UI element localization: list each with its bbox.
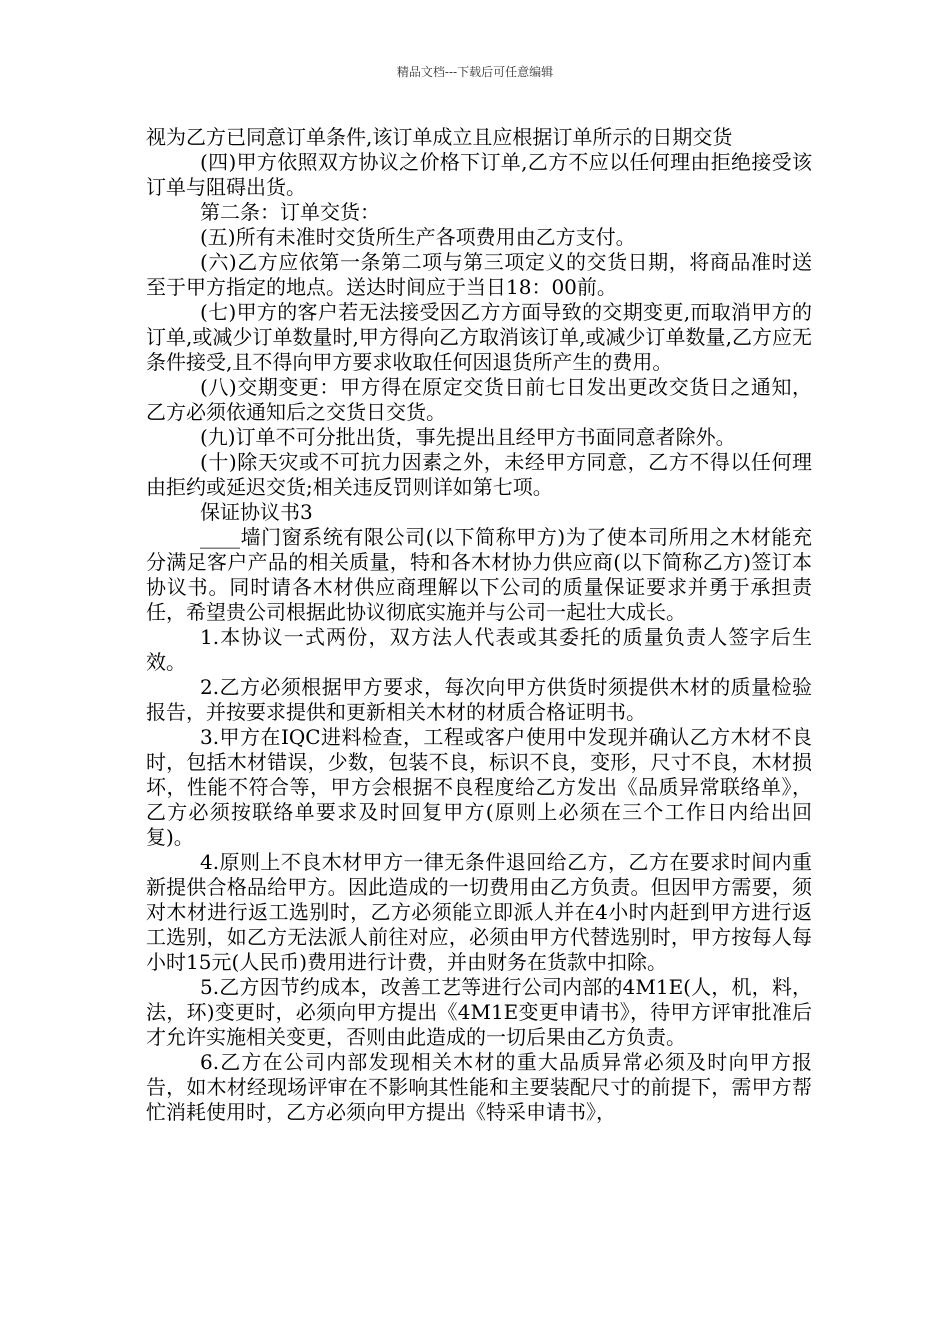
paragraph: (七)甲方的客户若无法接受因乙方方面导致的交期变更,而取消甲方的订单,或减少订单数量时,甲方得向乙方取消该订单,或减少订单数量,乙方应无条件接受,且不得向甲方要求收取任何因退货所产生的费用。	[146, 300, 812, 374]
paragraph: (十)除天灾或不可抗力因素之外，未经甲方同意，乙方不得以任何理由拒约或延迟交货;相关违反罚则详如第七项。	[146, 450, 812, 499]
clause-item: 3.甲方在IQC进料检查，工程或客户使用中发现并确认乙方木材不良时，包括木材错误，少数，包装不良，标识不良，变形，尺寸不良，木材损坏，性能不符合等，甲方会根据不良程度给乙方发出《品质异常联络单》，乙方必须按联络单要求及时回复甲方(原则上必须在三个工作日内给出回复)。	[146, 725, 812, 849]
clause-item: 1.本协议一式两份，双方法人代表或其委托的质量负责人签字后生效。	[146, 625, 812, 674]
clause-item: 5.乙方因节约成本，改善工艺等进行公司内部的4M1E(人，机，料，法，环)变更时，必须向甲方提出《4M1E变更申请书》，待甲方评审批准后才允许实施相关变更，否则由此造成的一切后果由乙方负责。	[146, 975, 812, 1049]
clause-item: 2.乙方必须根据甲方要求，每次向甲方供货时须提供木材的质量检验报告，并按要求提供和更新相关木材的材质合格证明书。	[146, 675, 812, 724]
clause-item: 4.原则上不良木材甲方一律无条件退回给乙方，乙方在要求时间内重新提供合格品给甲方。因此造成的一切费用由乙方负责。但因甲方需要，须对木材进行返工选别时，乙方必须能立即派人并在4小时内赶到甲方进行返工选别，如乙方无法派人前往对应，必须由甲方代替选别时，甲方按每人每小时15元(人民币)费用进行计费，并由财务在货款中扣除。	[146, 850, 812, 974]
document-title: 保证协议书3	[200, 500, 313, 524]
clause-item: 6.乙方在公司内部发现相关木材的重大品质异常必须及时向甲方报告，如木材经现场评审在不影响其性能和主要装配尺寸的前提下，需甲方帮忙消耗使用时，乙方必须向甲方提出《特采申请书》，	[146, 1050, 812, 1124]
paragraph: (八)交期变更：甲方得在原定交货日前七日发出更改交货日之通知，乙方必须依通知后之交货日交货。	[146, 375, 812, 424]
paragraph: (四)甲方依照双方协议之价格下订单,乙方不应以任何理由拒绝接受该订单与阻碍出货。	[146, 150, 812, 199]
paragraph: 视为乙方已同意订单条件,该订单成立且应根据订单所示的日期交货	[146, 125, 733, 149]
document-body	[146, 125, 812, 1125]
paragraph: (六)乙方应依第一条第二项与第三项定义的交货日期，将商品准时送至于甲方指定的地点。送达时间应于当日18：00前。	[146, 250, 812, 299]
section-heading: 第二条：订单交货：	[200, 200, 380, 224]
paragraph: (五)所有未准时交货所生产各项费用由乙方支付。	[200, 225, 636, 249]
paragraph: ____墙门窗系统有限公司(以下简称甲方)为了使本司所用之木材能充分满足客户产品的相关质量，特和各木材协力供应商(以下简称乙方)签订本协议书。同时请各木材供应商理解以下公司的质量保证要求并勇于承担责任，希望贵公司根据此协议彻底实施并与公司一起壮大成长。	[146, 525, 812, 624]
page-header: 精品文档---下载后可任意编辑	[396, 65, 554, 79]
paragraph: (九)订单不可分批出货，事先提出且经甲方书面同意者除外。	[200, 425, 736, 449]
